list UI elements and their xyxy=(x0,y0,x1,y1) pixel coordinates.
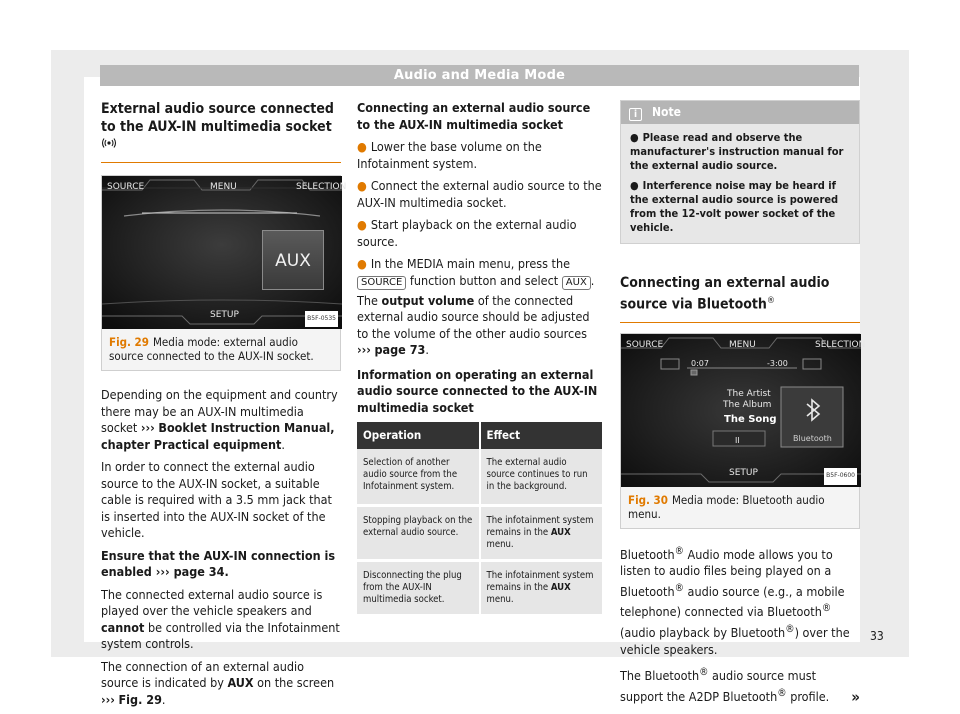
section-heading-aux: External audio source connected to the AUX-IN multimedia socket xyxy=(101,100,341,163)
bullet-4: ● In the MEDIA main menu, press the SOURCE function button and select AUX . xyxy=(357,256,595,288)
infotainment-screen-bluetooth xyxy=(621,334,866,487)
column-left xyxy=(101,100,347,714)
screen-selection-label: SELECTION xyxy=(296,182,347,192)
paragraph-speakers: The connected external audio source is played over the vehicle speakers and cannot be controlled via the Infotainment system controls. xyxy=(101,586,340,651)
figure-number: Fig. 29 xyxy=(109,335,149,349)
track-song: The Song xyxy=(724,413,777,425)
pause-icon: II xyxy=(735,435,740,445)
screen-top-menu xyxy=(102,176,347,192)
column-header-effect: Effect xyxy=(480,422,603,449)
screen-source-label: SOURCE xyxy=(107,182,145,192)
note-item: ● Interference noise may be heard if the external audio source is powered from the 12-volt power socket of the vehicle. xyxy=(630,179,839,234)
link-page-73[interactable]: page 73 xyxy=(374,342,426,357)
column-middle xyxy=(357,100,602,617)
screen-setup-label: SETUP xyxy=(729,467,758,478)
bullet-1: ● Lower the base volume on the Infotainment system. xyxy=(357,139,542,171)
screen-menu-label: MENU xyxy=(729,339,756,350)
source-key: SOURCE xyxy=(357,276,406,290)
track-artist: The Artist xyxy=(727,388,771,399)
paragraph-enable: Ensure that the AUX-IN connection is enabled ››› page 34. xyxy=(101,547,336,579)
paragraph-output-volume: The output volume of the connected external audio source should be adjusted to the volume of the other audio sources ››› page 73. xyxy=(357,292,590,357)
page-number: 33 xyxy=(870,629,884,643)
aux-key: AUX xyxy=(562,276,591,290)
note-header: i Note xyxy=(621,101,859,124)
column-header-operation: Operation xyxy=(357,422,480,449)
paragraph-equipment: Depending on the equipment and country there may be an AUX-IN multimedia socket ››› Booklet Instruction Manual, chapter Practical equipment. xyxy=(101,387,338,452)
note-body xyxy=(621,124,859,243)
note-item: ● Please read and observe the manufacturer's instruction manual for the external audio source. xyxy=(630,131,844,172)
paragraph-indication: The connection of an external audio source is indicated by AUX on the screen ››› Fig. 29. xyxy=(101,658,335,707)
operation-table xyxy=(357,422,602,617)
bullet-icon: ● xyxy=(357,256,367,271)
table-row: Selection of another audio source from the Infotainment system. The external audio source continues to run in the background. xyxy=(357,449,602,506)
figure-code: B5F-0535 xyxy=(305,311,338,328)
paragraph-a2dp: The Bluetooth® audio source must support the A2DP Bluetooth® profile. » xyxy=(620,666,860,707)
table-header-row xyxy=(357,422,602,449)
column-right xyxy=(620,100,866,712)
bullet-icon: ● xyxy=(630,179,639,192)
chapter-header: Audio and Media Mode xyxy=(100,65,859,86)
link-fig-29[interactable]: Fig. 29 xyxy=(118,691,162,707)
figure-caption: Fig. 30 Media mode: Bluetooth audio menu. xyxy=(628,492,825,521)
figure-29 xyxy=(101,175,347,371)
table-row: Disconnecting the plug from the AUX-IN multimedia socket. The infotainment system remains in the AUX menu. xyxy=(357,561,602,616)
continue-mark: » xyxy=(851,688,860,707)
infotainment-screen-aux xyxy=(102,176,347,329)
screen-setup-label: SETUP xyxy=(210,310,239,320)
figure-number: Fig. 30 xyxy=(628,492,668,507)
audio-signal-icon xyxy=(101,138,117,148)
figure-30 xyxy=(620,333,866,529)
paragraph-bluetooth-mode: Bluetooth® Audio mode allows you to listen to audio files being played on a Bluetooth® audio source (e.g., a mobile telephone) connected via Bluetooth® (audio playback by Bluetooth®) over the vehicle speakers. xyxy=(620,544,850,657)
screen-selection-label: SELECTION xyxy=(815,339,866,350)
note-box xyxy=(620,100,860,244)
time-remaining: -3:00 xyxy=(767,358,788,368)
track-album: The Album xyxy=(723,399,772,410)
screen-menu-label: MENU xyxy=(210,182,237,192)
link-page-34[interactable]: page 34 xyxy=(173,564,225,579)
paragraph-cable: In order to connect the external audio source to the AUX-IN socket, a suitable cable is required with a 3.5 mm jack that is inserted into the AUX-IN socket of the vehicle. xyxy=(101,459,332,540)
bullet-icon: ● xyxy=(630,131,639,144)
figure-caption: Fig. 29 Media mode: external audio source connected to the AUX-IN socket. xyxy=(109,335,314,363)
time-elapsed: 0:07 xyxy=(691,358,709,368)
info-icon: i xyxy=(629,108,642,121)
screen-top-menu xyxy=(621,334,866,350)
bluetooth-tile-label: Bluetooth xyxy=(793,433,832,443)
section-heading-bluetooth: Connecting an external audio source via Bluetooth® xyxy=(620,274,860,323)
aux-tile: AUX xyxy=(262,230,324,290)
bullet-3: ● Start playback on the external audio source. xyxy=(357,217,577,249)
screen-source-label: SOURCE xyxy=(626,339,664,350)
figure-code: B5F-0600 xyxy=(824,468,857,485)
heading-connecting-aux: Connecting an external audio source to the AUX-IN multimedia socket xyxy=(357,100,591,132)
link-booklet-manual[interactable]: Booklet Instruction Manual, chapter Practical equipment xyxy=(101,420,335,452)
bullet-icon: ● xyxy=(357,217,367,232)
heading-information: Information on operating an external audio source connected to the AUX-IN multimedia socket xyxy=(357,366,598,415)
table-row: Stopping playback on the external audio source. The infotainment system remains in the AUX menu. xyxy=(357,506,602,561)
bullet-icon: ● xyxy=(357,178,367,193)
bullet-2: ● Connect the external audio source to the AUX-IN multimedia socket. xyxy=(357,178,602,210)
bullet-icon: ● xyxy=(357,139,367,154)
